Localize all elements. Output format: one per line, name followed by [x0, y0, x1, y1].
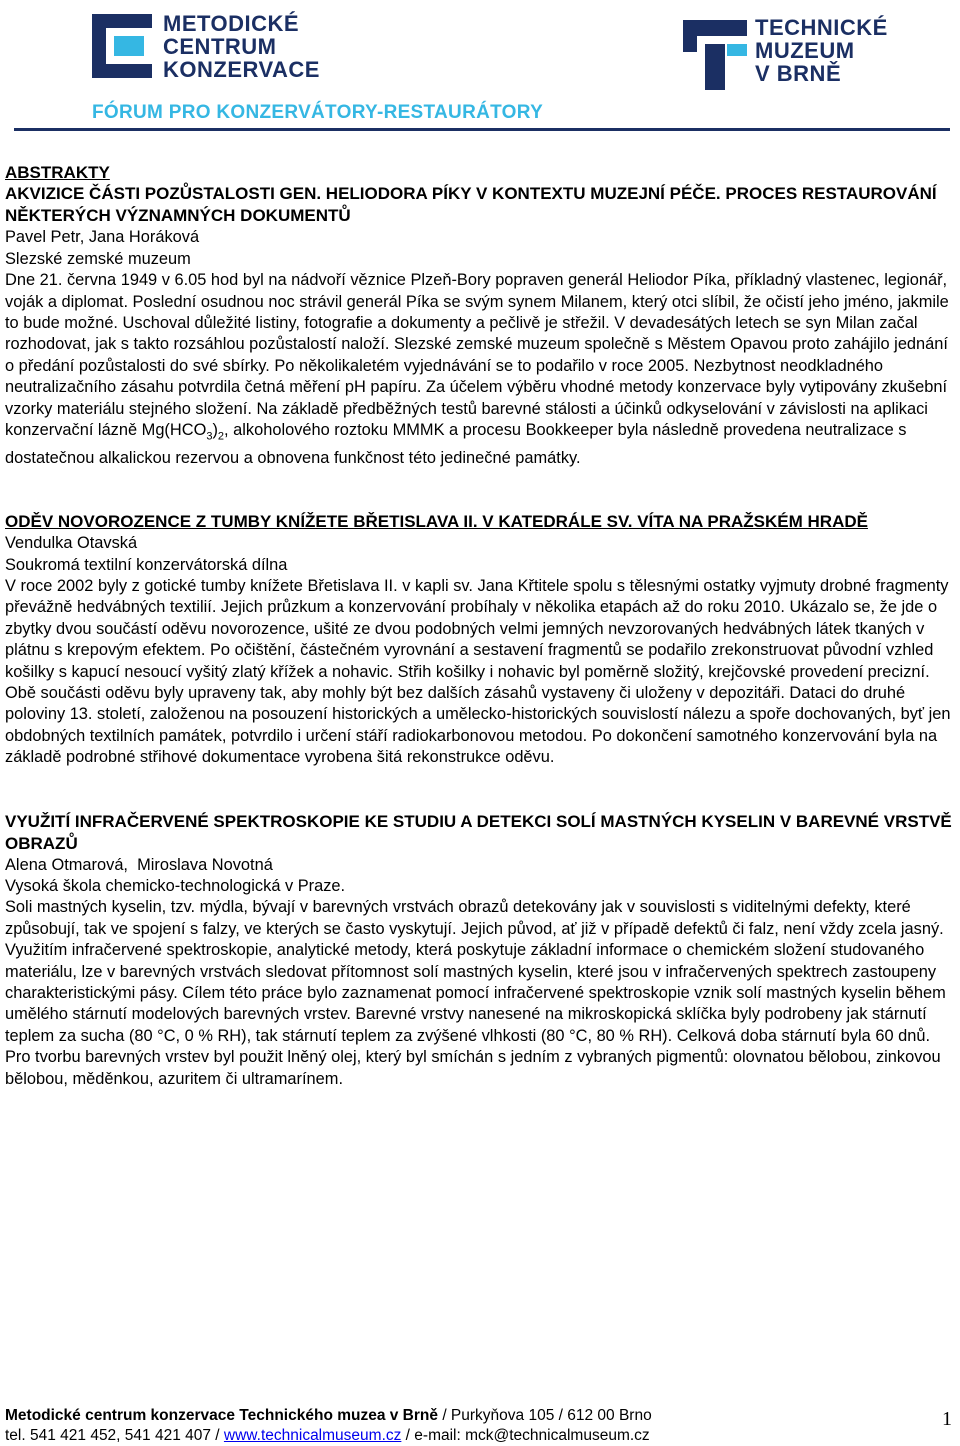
abstract-byline: [5, 227, 955, 270]
document-body: [5, 162, 955, 1090]
technicke-muzeum-logo-text: TECHNICKÉ MUZEUM V BRNĚ: [755, 15, 888, 86]
abstract-3: [5, 811, 955, 1090]
abstract-byline: [5, 533, 955, 576]
footer-line-1: [5, 1406, 955, 1426]
abstract-text: Dne 21. června 1949 v 6.05 hod byl na nádvoří věznice Plzeň-Bory popraven generál Heliodor Píka, příkladný vlastenec, legionář, voják a diplomat. Poslední osudnou noc strávil generál Píka se svým synem Milanem, který otci slíbil, že očistí jeho jméno, jakmile to bude možné. Uschoval důležité listiny, fotografie a dokumenty a pečlivě je střežil. V devadesátých letech se syn Milan začal rozhodovat, jak s takto rozsáhlou pozůstalostí naloží. Slezské zemské muzeum společně s Městem Opavou proto zahájilo jednání o předání pozůstalosti do své sbírky. Po několikaletém vyjednávání se to podařilo v roce 2005. Nezbytnost neodkladného neutralizačního zásahu potvrdila četná měření pH papíru. Za účelem výběru vhodné metody konzervace byly vytipovány zkušební vzorky materiálu stejného složení. Na základě předběžných testů barevné stálosti a účinků odkyselování v závislosti na aplikaci konzervační lázně $Mg(HCO_3)_2$, alkoholového roztoku MMMK a procesu Bookkeeper byla následně provedena neutralizace s dostatečnou alkalickou rezervou a obnovena funkčnost této jedinečné památky.: [5, 271, 949, 467]
section-spacer: [5, 769, 955, 811]
footer-phone: tel. 541 421 452, 541 421 407 /: [5, 1427, 224, 1444]
abstract-authors: Alena Otmarová, Miroslava Novotná: [5, 855, 273, 874]
abstract-title: ODĚV NOVOROZENCE Z TUMBY KNÍŽETE BŘETISLAVA II. V KATEDRÁLE SV. VÍTA NA PRAŽSKÉM HRADĚ: [5, 512, 868, 532]
footer-email: / e-mail: mck@technicalmuseum.cz: [401, 1427, 650, 1444]
footer-organization: Metodické centrum konzervace Technického muzea v Brně: [5, 1407, 439, 1424]
abstract-authors: Vendulka Otavská: [5, 534, 138, 553]
footer-web-link[interactable]: www.technicalmuseum.cz: [223, 1427, 402, 1444]
abstract-2: [5, 511, 955, 768]
page-footer: [5, 1406, 955, 1446]
abstract-text: Soli mastných kyselin, tzv. mýdla, bývají v barevných vrstvách obrazů detekovány jak v souvislosti s viditelnými defekty, které způsobují, tak ve spojení s falzy, ve kterých se často vyskytují. Jejich původ, ať již v případě defektů či falz, není vždy zcela jasný. Využitím infračervené spektroskopie, analytické metody, která poskytuje základní informace o chemickém složení studovaného materiálu, lze v barevných vrstvách sledovat přítomnost solí mastných kyselin, které jsou v infračervených spektrech zastoupeny charakteristickými pásy. Cílem této práce bylo zaznamenat pomocí infračervené spektroskopie vznik solí mastných kyselin během umělého stárnutí modelových barevných vrstev. Barevné vrstvy nanesené na mikroskopická sklíčka byly podrobeny jak stárnutí teplem za sucha (80 °C, 0 % RH), tak stárnutí teplem za zvýšené vlhkosti (80 °C, 80 % RH). Celková doba stárnutí byla 60 dnů. Pro tvorbu barevných vrstev byl použit lněný olej, který byl smíchán s jedním z vybraných pigmentů: olovnatou bělobou, zinkovou bělobou, měděnkou, azuritem či ultramarínem.: [5, 898, 946, 1088]
section-spacer: [5, 469, 955, 511]
page-header: [0, 0, 960, 140]
abstract-institution: Soukromá textilní konzervátorská dílna: [5, 555, 288, 574]
metodicke-centrum-logo-icon: [92, 14, 152, 78]
abstract-byline: [5, 855, 955, 898]
footer-line-2: [5, 1426, 955, 1446]
forum-subtitle: FÓRUM PRO KONZERVÁTORY-RESTAURÁTORY: [92, 102, 544, 123]
page-number: 1: [942, 1408, 952, 1430]
abstract-title: AKVIZICE ČÁSTI POZŮSTALOSTI GEN. HELIODORA PÍKY V KONTEXTU MUZEJNÍ PÉČE. PROCES RESTAUROVÁNÍ NĚKTERÝCH VÝZNAMNÝCH DOKUMENTŮ: [5, 184, 937, 226]
abstract-text: V roce 2002 byly z gotické tumby knížete Břetislava II. v kapli sv. Jana Křtitele spolu s tělesnými ostatky vyjmuty drobné fragmenty převážně hedvábných textilií. Jejich průzkum a konzervování probíhaly v několika etapách až do roku 2010. Ukázalo se, že jde o zbytky dvou součástí oděvu novorozence, ušité ze dvou podobných velmi jemných nevzorovaných hedvábných látek tkaných v plátnu s krepovým efektem. Po očištění, částečném vyrovnání a sestavení fragmentů se podařilo zrekonstruovat původní vzhled košilky s kapucí nesoucí vyšitý zlatý křížek a nohavic. Střih košilky i nohavic byl poměrně složitý, krejčovské provedení precizní. Obě součásti oděvu byly upraveny tak, aby mohly být bez dalších zásahů vystaveny či uloženy v depozitáři. Dataci do druhé poloviny 13. století, založenou na posouzení historických a umělecko-historických souvislostí nálezu a spoře dochovaných, byť jen obdobných textilních památek, potvrdilo i určení stáří radiokarbonovou metodou. Po dokončení samotného konzervování byla na základě podrobné střihové dokumentace vyrobena šitá rekonstrukce oděvu.: [5, 576, 951, 767]
page-title: ABSTRAKTY: [5, 163, 110, 182]
footer-address: / Purkyňova 105 / 612 00 Brno: [438, 1407, 652, 1424]
technicke-muzeum-logo-icon: [683, 20, 747, 90]
abstract-title: VYUŽITÍ INFRAČERVENÉ SPEKTROSKOPIE KE STUDIU A DETEKCI SOLÍ MASTNÝCH KYSELIN V BAREVNÉ VRSTVĚ OBRAZŮ: [5, 811, 952, 853]
metodicke-centrum-logo-text: METODICKÉ CENTRUM KONZERVACE: [163, 11, 320, 82]
abstract-1: [5, 183, 955, 469]
abstract-authors: Pavel Petr, Jana Horáková: [5, 228, 200, 247]
header-divider: [14, 128, 950, 131]
abstract-institution: Slezské zemské muzeum: [5, 249, 191, 268]
abstract-institution: Vysoká škola chemicko-technologická v Praze.: [5, 877, 346, 896]
